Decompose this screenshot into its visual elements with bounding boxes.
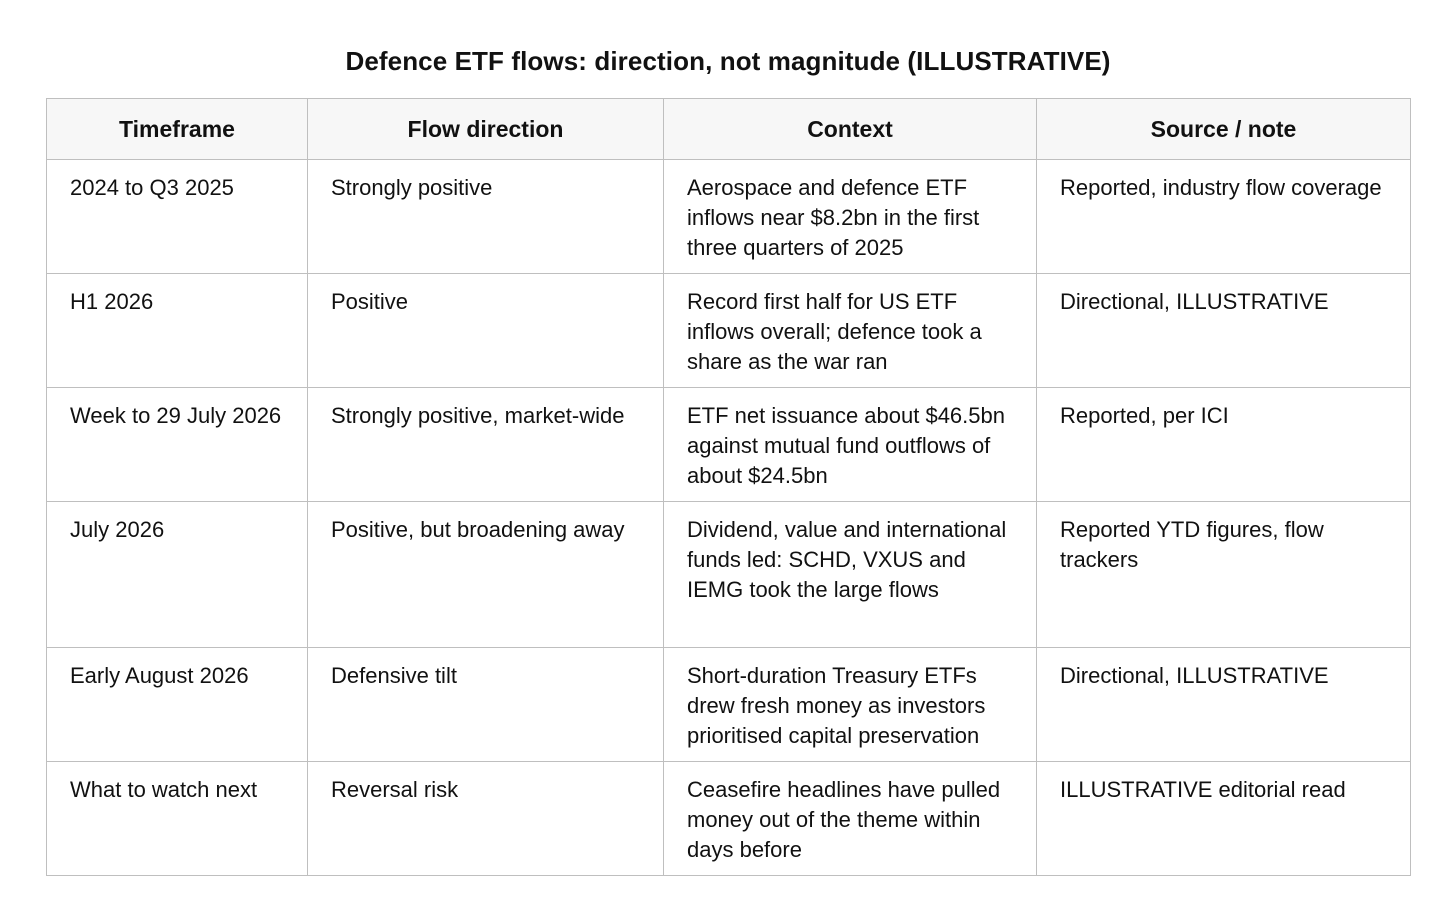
cell-source-note: Reported YTD figures, flow trackers	[1037, 502, 1411, 648]
cell-source-note: Reported, per ICI	[1037, 388, 1411, 502]
cell-timeframe: H1 2026	[47, 274, 308, 388]
cell-flow-direction: Positive, but broadening away	[308, 502, 664, 648]
cell-timeframe: Week to 29 July 2026	[47, 388, 308, 502]
cell-timeframe: 2024 to Q3 2025	[47, 160, 308, 274]
cell-context: Record first half for US ETF inflows overall; defence took a share as the war ran	[664, 274, 1037, 388]
column-header-timeframe: Timeframe	[47, 99, 308, 160]
table-row	[47, 388, 1411, 502]
column-header-flow-direction: Flow direction	[308, 99, 664, 160]
cell-context: Short-duration Treasury ETFs drew fresh money as investors prioritised capital preservation	[664, 648, 1037, 762]
cell-timeframe: July 2026	[47, 502, 308, 648]
cell-context: Dividend, value and international funds led: SCHD, VXUS and IEMG took the large flows	[664, 502, 1037, 648]
table-header-row	[47, 99, 1411, 160]
column-header-context: Context	[664, 99, 1037, 160]
flows-table	[46, 98, 1411, 876]
table-row	[47, 762, 1411, 876]
cell-context: Aerospace and defence ETF inflows near $8.2bn in the first three quarters of 2025	[664, 160, 1037, 274]
cell-timeframe: Early August 2026	[47, 648, 308, 762]
table-row	[47, 160, 1411, 274]
cell-source-note: Directional, ILLUSTRATIVE	[1037, 648, 1411, 762]
table-row	[47, 274, 1411, 388]
cell-flow-direction: Positive	[308, 274, 664, 388]
cell-flow-direction: Strongly positive, market-wide	[308, 388, 664, 502]
cell-flow-direction: Reversal risk	[308, 762, 664, 876]
cell-timeframe: What to watch next	[47, 762, 308, 876]
column-header-source-note: Source / note	[1037, 99, 1411, 160]
cell-flow-direction: Defensive tilt	[308, 648, 664, 762]
cell-context: Ceasefire headlines have pulled money out of the theme within days before	[664, 762, 1037, 876]
cell-flow-direction: Strongly positive	[308, 160, 664, 274]
cell-context: ETF net issuance about $46.5bn against mutual fund outflows of about $24.5bn	[664, 388, 1037, 502]
table-row	[47, 502, 1411, 648]
cell-source-note: ILLUSTRATIVE editorial read	[1037, 762, 1411, 876]
cell-source-note: Directional, ILLUSTRATIVE	[1037, 274, 1411, 388]
page-title: Defence ETF flows: direction, not magnitude (ILLUSTRATIVE)	[345, 46, 1111, 76]
table-row	[47, 648, 1411, 762]
cell-source-note: Reported, industry flow coverage	[1037, 160, 1411, 274]
